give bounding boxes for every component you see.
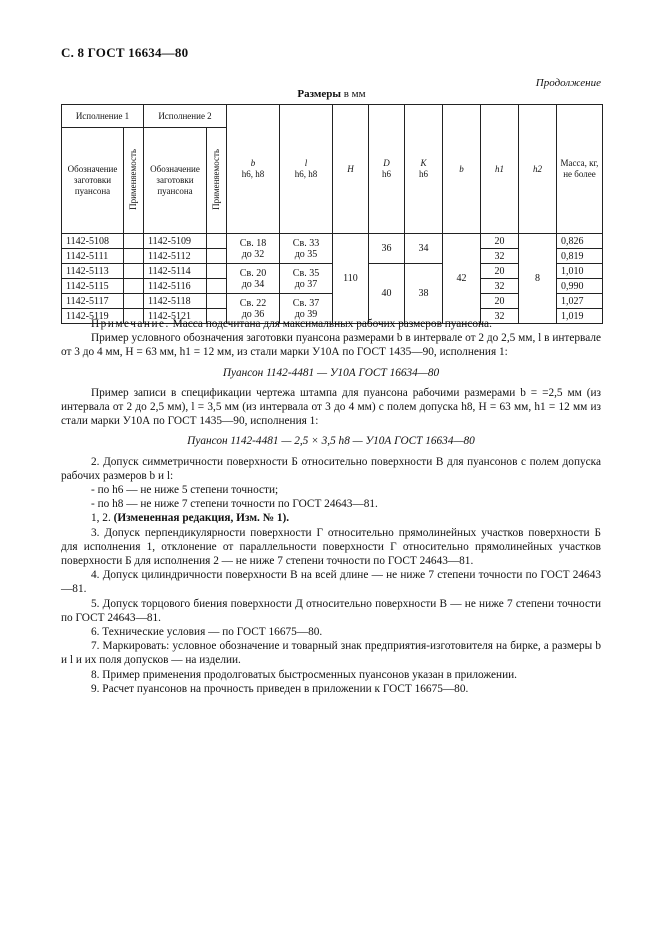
mass-cell: 0,990 — [557, 279, 603, 294]
applicability-header-v2: Применяемость — [207, 128, 227, 234]
designation-cell: 1142-5114 — [144, 264, 207, 279]
item-7: 7. Маркировать: условное обозначение и товарный знак предприятия-изготовителя на бирке, а размеры b и l и их поля допусков — на изделии. — [61, 640, 601, 667]
note-paragraph — [61, 317, 601, 331]
applicability-cell — [207, 264, 227, 279]
designation-cell: 1142-5119 — [62, 309, 124, 324]
applicability-cell — [207, 294, 227, 309]
dimensions-table — [61, 104, 603, 324]
h1-cell: 20 — [481, 264, 519, 279]
item-5: 5. Допуск торцового биения поверхности Д относительно поверхности В — не ниже 7 степени точности по ГОСТ 24643—81. — [61, 597, 601, 624]
designation-cell: 1142-5108 — [62, 234, 124, 249]
designation-cell: 1142-5111 — [62, 249, 124, 264]
D-cell: 36 — [369, 234, 405, 264]
col-header-b2: b — [443, 105, 481, 234]
H-cell: 110 — [333, 234, 369, 324]
applicability-cell — [124, 249, 144, 264]
h1-cell: 32 — [481, 249, 519, 264]
body-text — [61, 317, 601, 696]
item-9: 9. Расчет пуансонов на прочность приведен в приложении к ГОСТ 16675—80. — [91, 682, 469, 695]
item-8: 8. Пример применения продолговатых быстросменных пуансонов указан в приложении. — [91, 668, 517, 681]
mass-cell: 1,019 — [557, 309, 603, 324]
b-range-cell: Св. 20 до 34 — [227, 264, 280, 294]
col-header-h2: h2 — [519, 105, 557, 234]
item-4: 4. Допуск цилиндричности поверхности В на всей длине — не ниже 7 степени точности по ГОСТ 24643—81. — [61, 569, 601, 596]
h1-cell: 32 — [481, 309, 519, 324]
item-2b: - по h8 — не ниже 7 степени точности по ГОСТ 24643—81. — [91, 498, 378, 511]
b-range-cell: Св. 18 до 32 — [227, 234, 280, 264]
col-header-D: D h6 — [369, 105, 405, 234]
designation-cell: 1142-5118 — [144, 294, 207, 309]
group-header-version-2: Исполнение 2 — [144, 105, 227, 128]
l-range-cell: Св. 37 до 39 — [280, 294, 333, 324]
item-3: 3. Допуск перпендикулярности поверхности Г относительно прямолинейных участков поверхности Б для исполнения 1, отклонение от параллельности поверхности Г относительно прямолинейных участков поверхности Б для исполнения 2 — не ниже 7 степени точности по ГОСТ 24643—81. — [61, 526, 601, 568]
item-6: 6. Технические условия — по ГОСТ 16675—80. — [91, 626, 323, 639]
note-text: Масса подсчитана для максимальных рабочих размеров пуансона. — [169, 318, 492, 330]
table-caption — [61, 88, 602, 100]
designation-cell: 1142-5112 — [144, 249, 207, 264]
designation-cell: 1142-5115 — [62, 279, 124, 294]
h1-cell: 32 — [481, 279, 519, 294]
applicability-cell — [124, 294, 144, 309]
designation-cell: 1142-5113 — [62, 264, 124, 279]
h2-cell: 8 — [519, 234, 557, 324]
applicability-cell — [207, 249, 227, 264]
continuation-label: Продолжение — [535, 77, 601, 89]
item-2a: - по h6 — не ниже 5 степени точности; — [91, 484, 279, 497]
mass-cell: 1,027 — [557, 294, 603, 309]
applicability-cell — [124, 279, 144, 294]
col-header-H: H — [333, 105, 369, 234]
caption-bold: Размеры — [297, 88, 341, 100]
col-header-l: l h6, h8 — [280, 105, 333, 234]
col-header-h1: h1 — [481, 105, 519, 234]
item-2: 2. Допуск симметричности поверхности Б относительно поверхности В для пуансонов с полем допуска рабочих размеров b и l: — [61, 455, 601, 482]
designation-example-formula: Пуансон 1142-4481 — У10А ГОСТ 16634—80 — [222, 366, 440, 379]
designation-header-v2: Обозначение заготовки пуансона — [144, 128, 207, 234]
mass-cell: 0,819 — [557, 249, 603, 264]
b-range-cell: Св. 22 до 36 — [227, 294, 280, 324]
applicability-cell — [124, 234, 144, 249]
applicability-cell — [124, 264, 144, 279]
designation-header-v1: Обозначение заготовки пуансона — [62, 128, 124, 234]
mass-cell: 0,826 — [557, 234, 603, 249]
col-header-b: b h6, h8 — [227, 105, 280, 234]
caption-units: в мм — [340, 88, 366, 100]
mass-cell: 1,010 — [557, 264, 603, 279]
table-row — [62, 234, 603, 249]
group-header-version-1: Исполнение 1 — [62, 105, 144, 128]
specification-example-formula: Пуансон 1142-4481 — 2,5 × 3,5 h8 — У10А ГОСТ 16634—80 — [187, 435, 475, 448]
b2-cell: 42 — [443, 234, 481, 324]
note-label: Примечание. — [91, 318, 170, 330]
col-header-K: K h6 — [405, 105, 443, 234]
applicability-cell — [207, 234, 227, 249]
K-cell: 38 — [405, 264, 443, 324]
h1-cell: 20 — [481, 294, 519, 309]
designation-cell: 1142-5121 — [144, 309, 207, 324]
designation-example-paragraph: Пример условного обозначения заготовки пуансона размерами b в интервале от 2 до 2,5 мм, l в интервале от 3 до 4 мм, H = 63 мм, h1 = 12 мм, из стали марки У10А по ГОСТ 1435—90, исполнения 1: — [61, 332, 601, 359]
page-header: С. 8 ГОСТ 16634—80 — [61, 45, 189, 60]
edit-note: 1, 2. (Измененная редакция, Изм. № 1). — [91, 512, 290, 525]
designation-cell: 1142-5117 — [62, 294, 124, 309]
col-header-mass: Масса, кг, не более — [557, 105, 603, 234]
applicability-header-v1: Применяемость — [124, 128, 144, 234]
designation-cell: 1142-5109 — [144, 234, 207, 249]
designation-cell: 1142-5116 — [144, 279, 207, 294]
D-cell: 40 — [369, 264, 405, 324]
l-range-cell: Св. 33 до 35 — [280, 234, 333, 264]
specification-example-paragraph: Пример записи в спецификации чертежа штампа для пуансона рабочими размерами b = =2,5 мм (из интервала от 2 до 2,5 мм), l = 3,5 мм (из интервала от 3 до 4 мм) с полем допуска h8, H = 63 мм, h1 = 12 мм из стали марки У10А по ГОСТ 1435—90, исполнения 1: — [61, 386, 601, 428]
K-cell: 34 — [405, 234, 443, 264]
applicability-cell — [207, 279, 227, 294]
h1-cell: 20 — [481, 234, 519, 249]
l-range-cell: Св. 35 до 37 — [280, 264, 333, 294]
